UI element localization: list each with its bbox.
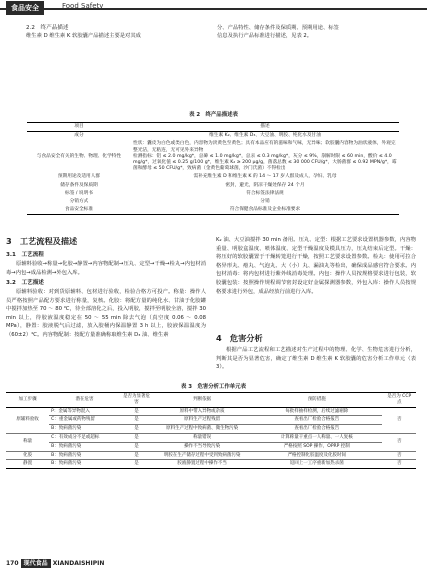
significant-cell: 是 [120,425,153,434]
paragraph-3-1: 原辅料验收→称量→化胶→静置→内容物配制→压丸、定型→干燥→检丸→内包材消毒→内包→成品检测→外包入库。 [6,261,206,276]
basis-cell: 原料中带入异物或杂质 [153,407,251,416]
row-value: 性状：囊皮为白色或类白色，内容物为淡黄色至黄色；具有本品应有的滋味和气味，无异味；软胶囊内容物为油状液体，外观完整光洁，无粘连，无可见外来异物 检测指标：铝 ≤ 2.0 mg/kg*，总砷 ≤ 1.0 mg/kg*，总汞 ≤ 0.3 mg/kg*，灰分 ≤ 9%，崩解时限 ≤ 60 min，酸价 ≤ 4.0 mg/g*，过氧化值 ≤ 0.25 g/100 g*，维生素 K₂ ≥ 200 μg/g，菌落总数 ≤ 30 000 CFU/g*，大肠菌群 ≤ 0.92 MPN/g*，霉菌和酵母 ≤ 50 CFU/g*，致病菌（金黄色葡萄球菌，沙门氏菌）不得检出 [133,141,397,172]
basis-cell: 胶液静置过程中操作不当 [153,460,251,469]
heading-4: 4 危害分析 [216,333,263,343]
ccp-cell: 否 [382,433,416,451]
heading-3: 3 工艺流程及描述 [6,236,78,246]
heading-3-2: 3.2 工艺描述 [6,280,44,286]
table2-header-desc: 描述 [131,123,399,132]
basis-cell: 明胶在生产储存过程中受到致病菌污染 [153,451,251,460]
measure-cell: 每批样抽样检测，后续过滤剔除 [251,407,382,416]
row-value: 需补充维生素 D 和维生素 K 的 14 ～ 17 岁人群及成人，孕妇、乳母 [193,174,337,180]
table2-caption: 表 2 终产品描述表 [189,112,238,118]
measure-cell: 查看出厂检验合格报告 [251,425,382,434]
paragraph-4: 根据产品工艺流程和工艺描述对生产过程中的物理、化学、生物危害进行分析，判断其是否为显著危害，确定了维生素 D 维生素 K 软胶囊的危害分析工作单元（表 3）。 [216,347,416,371]
table2-header-item: 项目 [27,123,131,132]
significant-cell: 是 [120,433,153,442]
table-row [6,425,416,434]
row-key: 食品安全标准 [27,206,131,215]
significant-cell: 是 [120,407,153,416]
table3-header-significant: 是否为显著危害 [120,393,153,408]
measure-cell: 严格控制化胶温度及化胶时间 [251,451,382,460]
paragraph-2-2-right-2: 信息及执行产品标准进行描述，见表 2。 [217,33,313,39]
table-row [27,140,399,173]
hazard-cell: C：有效成分不足或超标 [49,433,120,442]
row-value: 密封，避光，阴凉干燥处保存 24 个月 [225,182,305,188]
significant-cell: 是 [120,451,153,460]
ccp-cell: 否 [382,451,416,460]
table-row [27,132,399,141]
magazine-name: 现代食品 [21,559,51,568]
row-key: 分销方式 [69,199,89,205]
table3-header-step: 加工步骤 [6,393,49,408]
row-value: 分销 [260,199,270,205]
row-value: 符合标签法律法规 [246,190,284,196]
hazard-cell: P：金属等异物混入 [49,407,120,416]
step-cell: 原辅料验收 [6,407,49,433]
table3-header-hazard: 潜在危害 [49,393,120,408]
table-row [27,190,399,198]
row-key: 成分 [74,133,84,139]
hazard-cell: B：致病菌污染 [49,425,120,434]
paragraph-3-2: 原辅料验收：对到货原辅料、包材进行验收，检验合格方可投产。称量：操作人员严格按照产品配方要求进行称量，复核。化胶：将配方量的纯化水、甘油于化胶罐中搅拌加热至 70 ～ 80 ℃，待全部溶化之后，投入明胶，搅拌至明胶全溶，搅拌 30 min 以上，待胶液温度稳定在 50 ～ 55 min 除去气泡（真空度 0.06 ～ 0.08 MPa），静置：胶液脱气后过滤，放入胶桶内保温静置 3 h 以上，胶液保温温度为（60±2）℃。内容物配制：按配方量准确称取维生素 D₃ 油、维生素 [6,289,206,338]
significant-cell: 是 [120,442,153,451]
step-cell: 静置 [6,460,49,469]
table-row [6,442,416,451]
hazard-cell: B：致病菌污染 [49,460,120,469]
hazard-cell: B：致病菌污染 [49,451,120,460]
table3-header-basis: 判断依据 [153,393,251,408]
table-row [6,451,416,460]
row-value: 维生素 K₂、维生素 D₃、大豆油、明胶、纯化水及甘油 [209,133,321,139]
page-footer [6,558,104,567]
measure-cell: 返回上一工序重新加热杀菌 [251,460,382,469]
section-label-en: Food Safety [62,2,104,10]
measure-cell: 查看出厂检验合格报告 [251,416,382,425]
basis-cell: 操作不当导致污染 [153,442,251,451]
product-description-table [27,122,399,215]
paragraph-2-2-left: 维生素 D 维生素 K 软胶囊产品描述主要是对其成 [26,33,141,39]
basis-cell: 称量错误 [153,433,251,442]
step-cell: 化胶 [6,451,49,460]
table-row [6,407,416,416]
measure-cell: 严格按照 SOP 操作，OPRP 控制 [251,442,382,451]
paragraph-2-2-right-1: 分、产品特性、储存条件及保质期、预期用途、标签 [217,25,339,31]
ccp-cell: 否 [382,460,416,469]
hazard-cell: C：重金属或药物残留 [49,416,120,425]
table-row [27,206,399,215]
basis-cell: 原料生产过程中致病菌、微生物污染 [153,425,251,434]
magazine-pinyin: XIANDAISHIPIN [52,560,105,567]
page-header [0,0,427,18]
table-row [6,433,416,442]
table3-header-measures: 预防措施 [251,393,382,408]
heading-3-1: 3.1 工艺流程 [6,252,44,258]
row-key: 储存条件及保质期 [60,182,98,188]
row-key: 预期用途及适用人群 [57,174,101,180]
measure-cell: 计算称量干重点一人称量、一人复核 [251,433,382,442]
paragraph-right-column: K₂ 油、大豆油搅拌 30 min 备用。压丸、定型：根据工艺要求设置机器参数，内容物重量、明胶盒温度、喷体温度、定型干燥温度及模具压力，压丸结束后定型。干燥：将压好的软胶囊置于干燥转笼进行干燥，按照工艺要求设置参数。检丸：使用可拉合格异形丸、瘪丸、气泡丸、大（小）丸、漏油丸等检出，确保成品感官符合要求。内包材消毒：将内包材进行紫外线消毒处理。内包：操作人员按规格要求进行包装，软胶囊包装：按照操作规程调节密封设定好金属探测器参数，外包入库：操作人员按规格要求进行外包，成品经放行前进行入库。 [216,237,416,295]
table-row [27,198,399,206]
table3-header-ccp: 是否为 CCP 点 [382,393,416,408]
ccp-cell: 否 [382,407,416,433]
table-row [6,416,416,425]
basis-cell: 原料生产过程残留 [153,416,251,425]
page-number: 170 [6,560,19,567]
table-row [27,173,399,181]
hazard-cell: B：致病菌污染 [49,442,120,451]
table3-caption: 表 3 危害分析工作单元表 [181,384,246,390]
row-key: 与食品安全有关的生物、物理、化学特性 [36,153,122,159]
table-row [6,460,416,469]
hazard-analysis-table [6,392,416,469]
row-value: 符合保健食品标准及企业标准要求 [131,206,399,215]
section-label: 食品安全 [6,1,44,15]
significant-cell: 是 [120,416,153,425]
heading-2-2: 2.2 终产品描述 [26,25,69,31]
significant-cell: 是 [120,460,153,469]
step-cell: 称量 [6,433,49,451]
row-key: 标签 / 说明书 [65,190,93,196]
table-row [27,182,399,190]
